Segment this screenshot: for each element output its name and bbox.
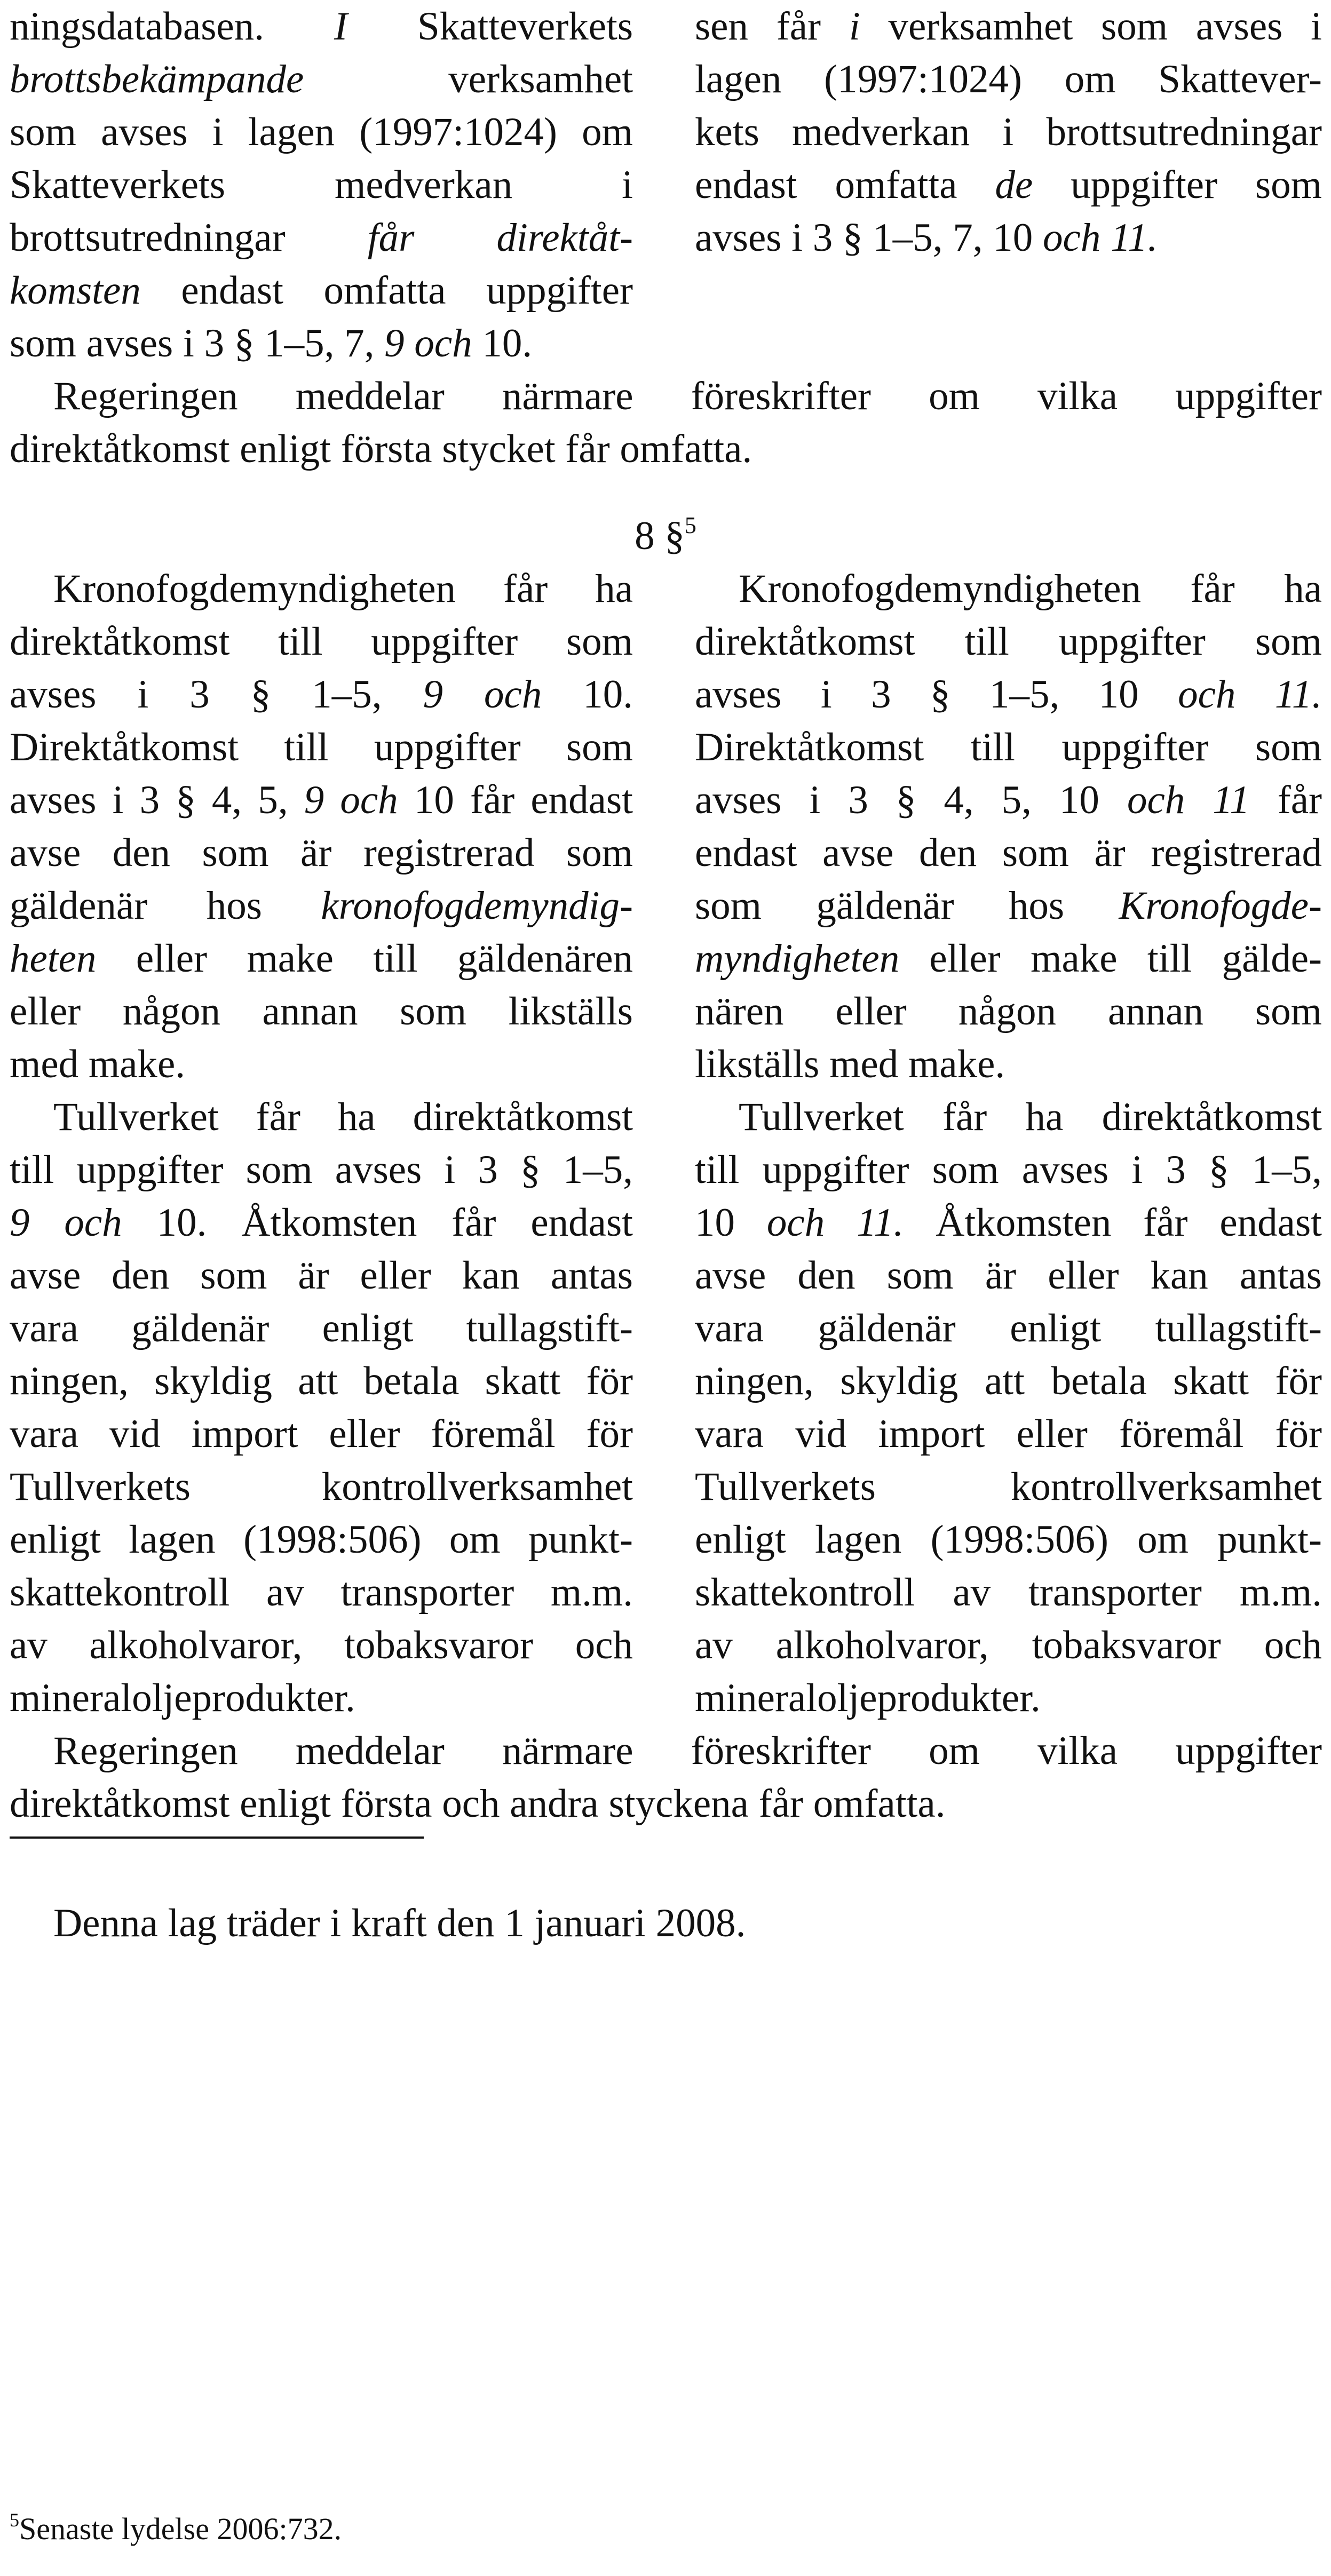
text-run: Tullverket får ha direktåtkomst bbox=[53, 1095, 633, 1139]
text-run: 10. Åtkomsten får endast bbox=[122, 1200, 633, 1245]
text-run: Direktåtkomst till uppgifter som bbox=[695, 725, 1322, 769]
italic-text: Kronofogde- bbox=[1119, 884, 1322, 928]
text-run: av alkoholvaror, tobaksvaror och bbox=[10, 1623, 633, 1667]
text-line bbox=[695, 1091, 1322, 1143]
text-line bbox=[10, 774, 633, 826]
text-run: till uppgifter som avses i 3 § 1–5, bbox=[695, 1148, 1322, 1192]
text-run: skattekontroll av transporter m.m. bbox=[10, 1570, 633, 1615]
text-run: uppgifter som bbox=[1033, 163, 1322, 207]
text-run: direktåtkomst till uppgifter som bbox=[10, 619, 633, 664]
text-run: likställs med make. bbox=[695, 1042, 1005, 1086]
text-line bbox=[10, 1513, 633, 1566]
text-run: Regeringen meddelar närmare föreskrifter om vilka uppgifter bbox=[53, 1729, 1322, 1773]
text-run: Tullverkets kontrollverksamhet bbox=[695, 1465, 1322, 1509]
text-run: 10. bbox=[542, 672, 633, 717]
text-line bbox=[695, 668, 1322, 721]
italic-text: 9 och bbox=[384, 321, 472, 365]
text-run: verksamhet bbox=[304, 57, 633, 101]
text-line bbox=[695, 1460, 1322, 1513]
text-line bbox=[695, 1566, 1322, 1619]
italic-text: kronofogdemyndig- bbox=[321, 884, 633, 928]
italic-text: och 11. bbox=[1178, 672, 1322, 717]
text-run: 10. bbox=[472, 321, 533, 365]
text-line bbox=[10, 879, 633, 932]
text-line bbox=[695, 1619, 1322, 1672]
text-line bbox=[10, 53, 633, 106]
text-run: vara gäldenär enligt tullagstift- bbox=[695, 1306, 1322, 1350]
text-run: gäldenär hos bbox=[10, 884, 321, 928]
text-run: Direktåtkomst till uppgifter som bbox=[10, 725, 633, 769]
text-line bbox=[10, 1143, 633, 1196]
text-line bbox=[10, 1091, 633, 1143]
text-line bbox=[10, 1302, 633, 1355]
text-line bbox=[695, 53, 1322, 106]
text-run: Tullverket får ha direktåtkomst bbox=[739, 1095, 1322, 1139]
text-run: endast omfatta bbox=[695, 163, 995, 207]
text-run: mineraloljeprodukter. bbox=[695, 1676, 1041, 1720]
text-run: avse den som är eller kan antas bbox=[10, 1253, 633, 1298]
text-line bbox=[10, 985, 633, 1038]
text-run: mineraloljeprodukter. bbox=[10, 1676, 355, 1720]
text-line bbox=[10, 106, 633, 158]
italic-text: brottsbekämpande bbox=[10, 57, 304, 101]
text-run: ningen, skyldig att betala skatt för bbox=[695, 1359, 1322, 1403]
text-run: avses i 3 § 1–5, bbox=[10, 672, 423, 717]
text-line bbox=[695, 1249, 1322, 1302]
text-run: enligt lagen (1998:506) om punkt- bbox=[10, 1517, 633, 1562]
section8-closing-paragraph bbox=[10, 1724, 1322, 1830]
text-run: som avses i 3 § 1–5, 7, bbox=[10, 321, 385, 365]
text-run: endast omfatta uppgifter bbox=[140, 268, 633, 313]
text-run: Skatteverkets medverkan i bbox=[10, 163, 633, 207]
italic-text: och 11. bbox=[1043, 216, 1158, 260]
text-run: sen får bbox=[695, 4, 849, 49]
italic-text: de bbox=[995, 163, 1033, 207]
text-run: direktåtkomst enligt första stycket får omfatta. bbox=[10, 427, 752, 471]
text-run: av alkoholvaror, tobaksvaror och bbox=[695, 1623, 1322, 1667]
section8-left-para1 bbox=[10, 562, 633, 1091]
text-line bbox=[10, 668, 633, 721]
text-run: Skatteverkets bbox=[347, 4, 633, 49]
top-closing-paragraph bbox=[10, 370, 1322, 475]
text-run: endast avse den som är registrerad bbox=[695, 831, 1322, 875]
text-run: vara gäldenär enligt tullagstift- bbox=[10, 1306, 633, 1350]
text-line bbox=[10, 0, 633, 53]
text-line bbox=[695, 1302, 1322, 1355]
italic-text: heten bbox=[10, 936, 97, 981]
italic-text: I bbox=[334, 4, 347, 49]
text-line bbox=[695, 932, 1322, 985]
text-line bbox=[695, 106, 1322, 158]
text-line bbox=[695, 721, 1322, 774]
text-line bbox=[10, 1408, 633, 1460]
text-run: vara vid import eller föremål för bbox=[10, 1412, 633, 1456]
text-line bbox=[695, 1672, 1322, 1724]
text-run: som avses i lagen (1997:1024) om bbox=[10, 110, 633, 154]
italic-text: 9 och bbox=[304, 778, 398, 822]
text-run: 10 får endast bbox=[398, 778, 633, 822]
text-run: eller make till gäldenären bbox=[96, 936, 633, 981]
text-run: vara vid import eller föremål för bbox=[695, 1412, 1322, 1456]
section8-right-para2 bbox=[695, 1091, 1322, 1724]
text-run: lagen (1997:1024) om Skattever- bbox=[695, 57, 1322, 101]
footnote-text: Senaste lydelse 2006:732. bbox=[19, 2511, 342, 2546]
footnote-reference: 5 bbox=[684, 512, 696, 538]
text-line bbox=[695, 1355, 1322, 1408]
text-run: enligt lagen (1998:506) om punkt- bbox=[695, 1517, 1322, 1562]
text-run: eller make till gälde- bbox=[899, 936, 1322, 981]
text-line bbox=[10, 158, 633, 211]
italic-text: myndigheten bbox=[695, 936, 900, 981]
text-line bbox=[10, 562, 633, 615]
text-line bbox=[695, 879, 1322, 932]
text-run: brottsutredningar bbox=[10, 216, 368, 260]
text-run: får bbox=[1249, 778, 1322, 822]
text-line bbox=[695, 826, 1322, 879]
italic-text: i bbox=[849, 4, 860, 49]
text-run: avse den som är registrerad som bbox=[10, 831, 633, 875]
text-run: ningen, skyldig att betala skatt för bbox=[10, 1359, 633, 1403]
text-line bbox=[695, 1143, 1322, 1196]
text-line bbox=[10, 423, 1322, 475]
italic-text: komsten bbox=[10, 268, 141, 313]
text-run: till uppgifter som avses i 3 § 1–5, bbox=[10, 1148, 633, 1192]
text-line bbox=[10, 1777, 1322, 1830]
text-run: Kronofogdemyndigheten får ha bbox=[739, 567, 1322, 611]
top-right-column bbox=[695, 0, 1322, 264]
text-line bbox=[10, 317, 633, 370]
text-line bbox=[10, 1196, 633, 1249]
text-line bbox=[10, 1672, 633, 1724]
text-line bbox=[10, 1038, 633, 1091]
text-run: som gäldenär hos bbox=[695, 884, 1119, 928]
footnote bbox=[10, 2508, 342, 2550]
text-run: avses i 3 § 4, 5, 10 bbox=[695, 778, 1127, 822]
text-line bbox=[695, 1513, 1322, 1566]
text-line bbox=[10, 721, 633, 774]
text-run: nären eller någon annan som bbox=[695, 989, 1322, 1033]
text-line bbox=[10, 615, 633, 668]
separator-rule bbox=[10, 1836, 424, 1839]
section-heading bbox=[0, 510, 1331, 562]
top-left-column bbox=[10, 0, 633, 370]
text-run: avses i 3 § 1–5, 7, 10 bbox=[695, 216, 1043, 260]
text-line bbox=[10, 1566, 633, 1619]
text-run: Tullverkets kontrollverksamhet bbox=[10, 1465, 633, 1509]
text-line bbox=[10, 264, 633, 317]
entry-into-force: Denna lag träder i kraft den 1 januari 2008. bbox=[53, 1901, 746, 1945]
text-run: skattekontroll av transporter m.m. bbox=[695, 1570, 1322, 1615]
text-run: kets medverkan i brottsutredningar bbox=[695, 110, 1322, 154]
section8-right-para1 bbox=[695, 562, 1322, 1091]
italic-text: får direktåt- bbox=[367, 216, 633, 260]
text-run: avse den som är eller kan antas bbox=[695, 1253, 1322, 1298]
text-run: avses i 3 § 1–5, 10 bbox=[695, 672, 1178, 717]
section-heading-label: 8 § bbox=[635, 514, 685, 558]
text-run: avses i 3 § 4, 5, bbox=[10, 778, 304, 822]
text-run: eller någon annan som likställs bbox=[10, 989, 633, 1033]
italic-text: och 11 bbox=[1127, 778, 1250, 822]
text-line bbox=[10, 1724, 1322, 1777]
italic-text: och 11. bbox=[766, 1200, 904, 1245]
text-line bbox=[695, 1408, 1322, 1460]
text-run: 10 bbox=[695, 1200, 767, 1245]
text-line bbox=[695, 1196, 1322, 1249]
text-line bbox=[10, 932, 633, 985]
text-line bbox=[10, 1355, 633, 1408]
text-line bbox=[695, 0, 1322, 53]
text-line bbox=[695, 1038, 1322, 1091]
text-line bbox=[695, 985, 1322, 1038]
text-line bbox=[10, 370, 1322, 423]
footnote-number: 5 bbox=[10, 2509, 19, 2531]
text-line bbox=[10, 1249, 633, 1302]
italic-text: 9 och bbox=[423, 672, 542, 717]
italic-text: 9 och bbox=[10, 1200, 122, 1245]
text-run: med make. bbox=[10, 1042, 186, 1086]
text-line bbox=[695, 211, 1322, 264]
text-line bbox=[695, 562, 1322, 615]
text-line bbox=[10, 1460, 633, 1513]
text-run: Kronofogdemyndigheten får ha bbox=[53, 567, 633, 611]
text-run: verksamhet som avses i bbox=[860, 4, 1322, 49]
text-line bbox=[10, 211, 633, 264]
text-run: direktåtkomst enligt första och andra styckena får omfatta. bbox=[10, 1782, 946, 1826]
text-run: ningsdatabasen. bbox=[10, 4, 334, 49]
text-line bbox=[695, 774, 1322, 826]
text-line bbox=[695, 615, 1322, 668]
section8-left-para2 bbox=[10, 1091, 633, 1724]
text-run: Åtkomsten får endast bbox=[904, 1200, 1322, 1245]
text-line bbox=[10, 1619, 633, 1672]
text-run: Regeringen meddelar närmare föreskrifter om vilka uppgifter bbox=[53, 374, 1322, 418]
text-line bbox=[695, 158, 1322, 211]
text-run: direktåtkomst till uppgifter som bbox=[695, 619, 1322, 664]
text-line bbox=[10, 826, 633, 879]
